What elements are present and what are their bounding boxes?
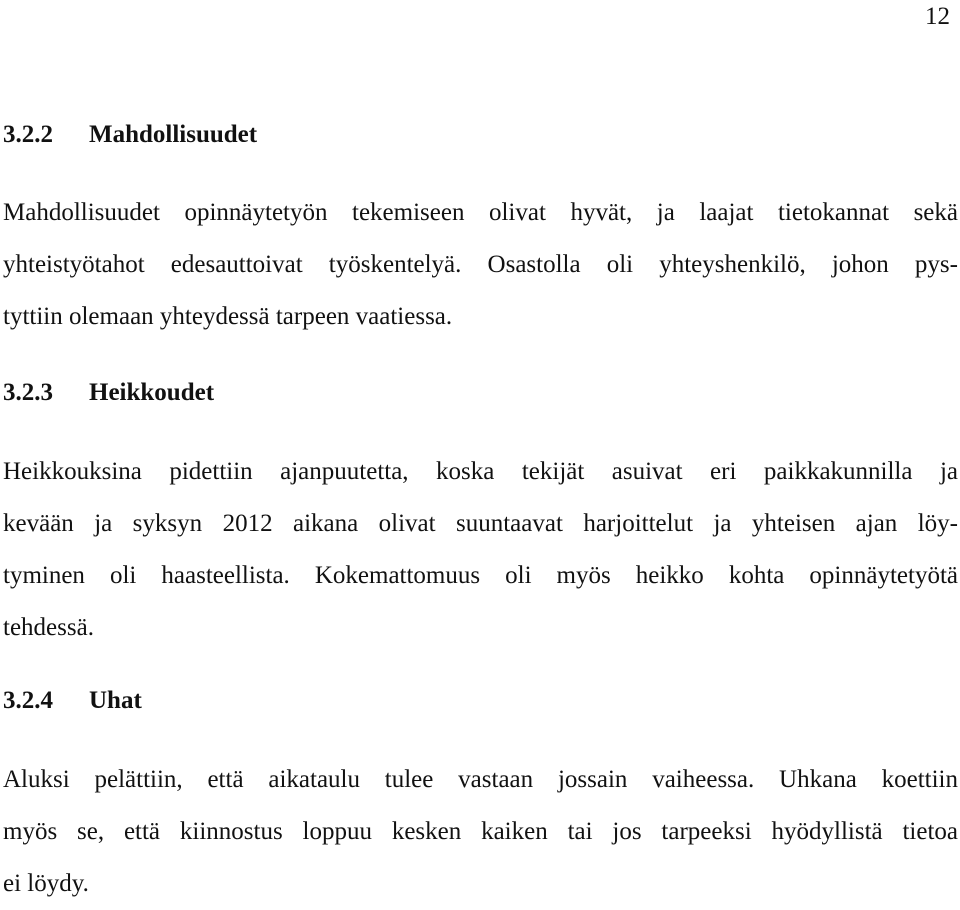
paragraph-line: Mahdollisuudet opinnäytetyön tekemiseen olivat hyvät, ja laajat tietokannat sekä — [3, 199, 958, 226]
paragraph-heikkoudet — [3, 446, 958, 654]
section-number: 3.2.4 — [3, 687, 53, 714]
paragraph-line: ei löydy. — [3, 870, 89, 897]
paragraph-line: tyminen oli haasteellista. Kokemattomuus oli myös heikko kohta opinnäytetyötä — [3, 562, 958, 589]
section-title: Mahdollisuudet — [89, 121, 258, 148]
paragraph-line: myös se, että kiinnostus loppuu kesken kaiken tai jos tarpeeksi hyödyllistä tietoa — [3, 818, 958, 845]
section-heading-heikkoudet — [3, 378, 214, 408]
paragraph-uhat — [3, 754, 958, 910]
page-number: 12 — [925, 3, 950, 30]
section-heading-mahdollisuudet — [3, 120, 257, 150]
paragraph-line: Heikkouksina pidettiin ajanpuutetta, koska tekijät asuivat eri paikkakunnilla ja — [3, 458, 958, 485]
section-number: 3.2.2 — [3, 121, 53, 148]
paragraph-line: kevään ja syksyn 2012 aikana olivat suuntaavat harjoittelut ja yhteisen ajan löy- — [3, 510, 958, 537]
section-title: Heikkoudet — [89, 379, 215, 406]
paragraph-mahdollisuudet — [3, 187, 958, 343]
paragraph-line: tehdessä. — [3, 614, 94, 641]
paragraph-line: tyttiin olemaan yhteydessä tarpeen vaatiessa. — [3, 303, 453, 330]
section-title: Uhat — [89, 687, 142, 714]
paragraph-line: yhteistyötahot edesauttoivat työskentelyä. Osastolla oli yhteyshenkilö, johon pys- — [3, 251, 958, 278]
section-number: 3.2.3 — [3, 379, 53, 406]
paragraph-line: Aluksi pelättiin, että aikataulu tulee vastaan jossain vaiheessa. Uhkana koettiin — [3, 766, 958, 793]
section-heading-uhat — [3, 686, 142, 716]
